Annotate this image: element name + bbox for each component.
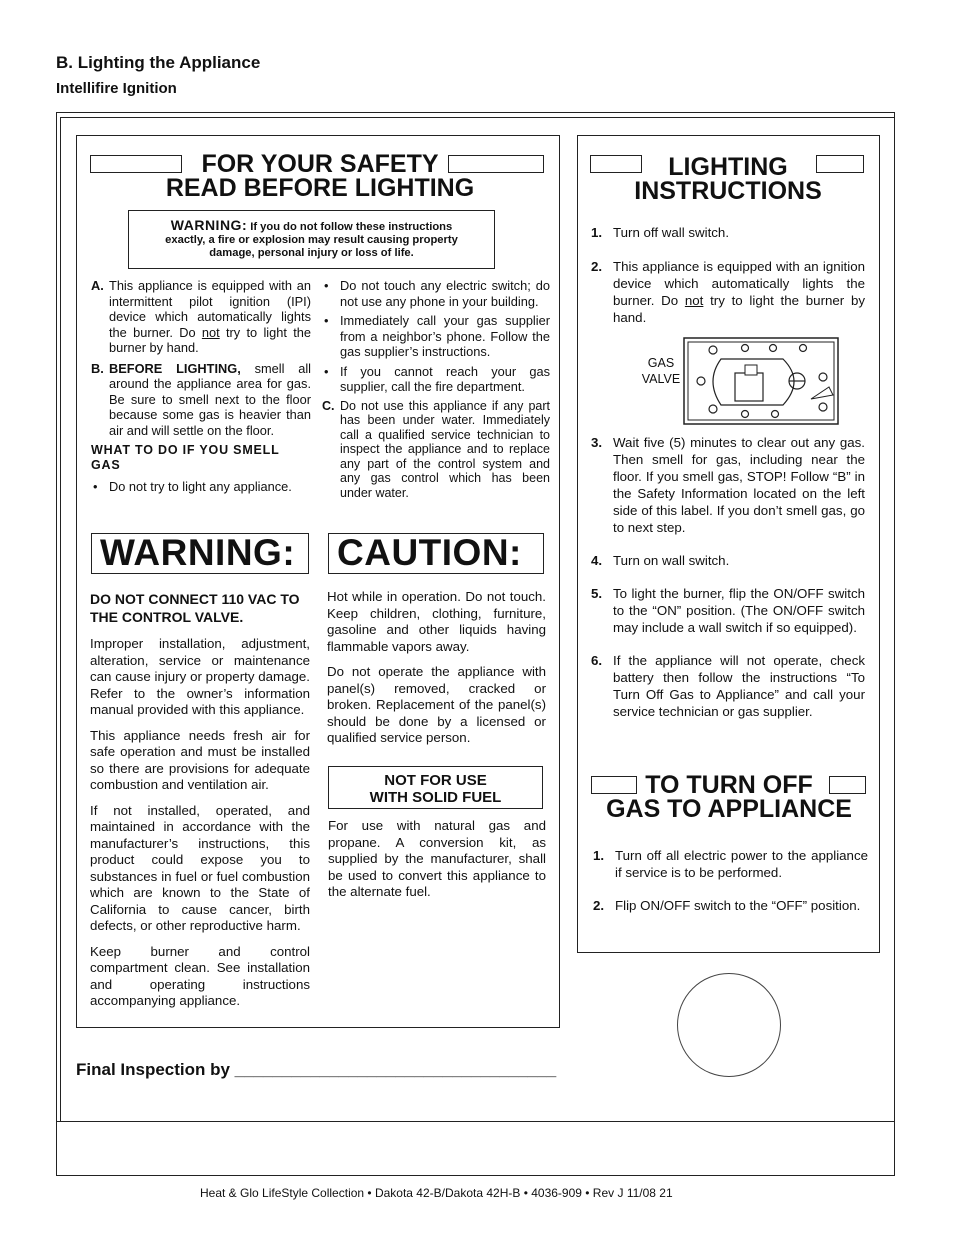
gas-valve-label: GAS VALVE [641,356,681,386]
caution-heading-box: CAUTION: [328,533,544,574]
frame-line [56,1121,895,1122]
warning-paragraph: Improper installation, adjustment, alteration, service or maintenance can cause injury or property damage. Refer to the owner’s information manual provided with this appliance. [90,636,310,717]
final-inspection-line: Final Inspection by __________________________________ [76,1060,557,1079]
safety-left-column [91,278,311,499]
gas-valve-diagram-icon [683,337,839,425]
frame-line [60,118,61,1122]
turn-off-step: 2. Flip ON/OFF switch to the “OFF” position. [593,898,861,913]
smell-gas-heading: WHAT TO DO IF YOU SMELL GAS [91,443,280,472]
safety-item-c: C. Do not use this appliance if any part has been under water. Immediately call a qualified service technician to inspect the appliance and to replace any part of the control system and any gas control which has been under water. [322,398,550,501]
lighting-steps-1-2 [591,224,865,326]
bullet-item: • Do not touch any electric switch; do not use any phone in your building. [322,278,550,309]
bullet-item: • Immediately call your gas supplier from a neighbor’s phone. Follow the gas supplier’s instructions. [322,313,550,360]
lighting-step: 6. If the appliance will not operate, check battery then follow the instructions “To Turn Off Gas to Appliance” and call your service technician or gas supplier. [591,653,865,719]
lighting-title: LIGHTING INSTRUCTIONS [634,153,822,205]
bullet-item: • If you cannot reach your gas supplier, call the fire department. [322,364,550,395]
section-title: B. Lighting the Appliance [56,53,261,72]
lighting-step: 4. Turn on wall switch. [591,553,730,568]
lighting-step: 5. To light the burner, flip the ON/OFF switch to the “ON” position. (The ON/OFF switch may include a wall switch if so equipped). [591,586,865,635]
caution-paragraph: Hot while in operation. Do not touch. Keep children, clothing, furniture, gasoline and other liquids having flammable vapors away. [327,589,546,654]
warning-paragraph: Keep burner and control compartment clean. See installation and operating instructions accompanying appliance. [90,943,310,1008]
no-110vac-notice: DO NOT CONNECT 110 VAC TO THE CONTROL VALVE. [90,591,300,625]
turn-off-step: 1. Turn off all electric power to the appliance if service is to be performed. [593,848,868,880]
caution-text-column [327,589,546,756]
frame-line [60,117,895,118]
lighting-steps-3-6 [591,434,865,720]
lighting-step: 1. Turn off wall switch. [591,225,730,240]
turn-off-title: TO TURN OFF GAS TO APPLIANCE [606,771,852,823]
section-subtitle: Intellifire Ignition [56,80,177,97]
lighting-step: 3. Wait five (5) minutes to clear out any gas. Then smell for gas, including near the floor. If you smell gas, STOP! Follow “B” in the Safety Information located on the left side of this label. If you don’t smell gas, go to next step. [591,435,865,535]
inspection-seal-circle [677,973,781,1077]
warning-heading-box: WARNING: [91,533,309,574]
not-for-solid-fuel-box: NOT FOR USE WITH SOLID FUEL [328,766,543,809]
safety-item-b: B. BEFORE LIGHTING, smell all around the appliance area for gas. Be sure to smell next to the floor because some gas is heavier than air and will settle on the floor. [91,360,311,438]
safety-title: FOR YOUR SAFETY READ BEFORE LIGHTING [165,150,475,202]
turn-off-steps [593,847,868,914]
warning-paragraph: This appliance needs fresh air for safe operation and must be installed so there are provisions for adequate combustion and ventilation air. [90,727,310,792]
page-footer: Heat & Glo LifeStyle Collection • Dakota 42-B/Dakota 42H-B • 4036-909 • Rev J 11/08 21 [200,1186,673,1200]
caution-paragraph: For use with natural gas and propane. A conversion kit, as supplied by the manufacturer, shall be used to convert this appliance to the alternate fuel. [328,818,546,899]
warning-paragraph: If not installed, operated, and maintained in accordance with the manufacturer’s instructions, this product could expose you to substances in fuel or fuel combustion which are known to the State of California to cause cancer, birth defects, or other reproductive harm. [90,802,310,933]
safety-right-column [322,278,550,506]
caution-paragraph: Do not operate the appliance with panel(s) removed, cracked or broken. Replacement of the panel(s) should be done by a licensed or qualified service person. [327,664,546,745]
bullet-item: • Do not try to light any appliance. [91,479,311,495]
fire-warning-box: WARNING: If you do not follow these instructions exactly, a fire or explosion may result causing property damage, personal injury or loss of life. [128,210,495,269]
warning-text-column [90,590,310,1019]
safety-item-a: A. This appliance is equipped with an intermittent pilot ignition (IPI) device which automatically lights the burner. Do not try to light the burner by hand. [91,278,312,355]
lighting-step: 2. This appliance is equipped with an ignition device which automatically lights the burner. Do not try to light the burner by hand. [591,259,865,325]
